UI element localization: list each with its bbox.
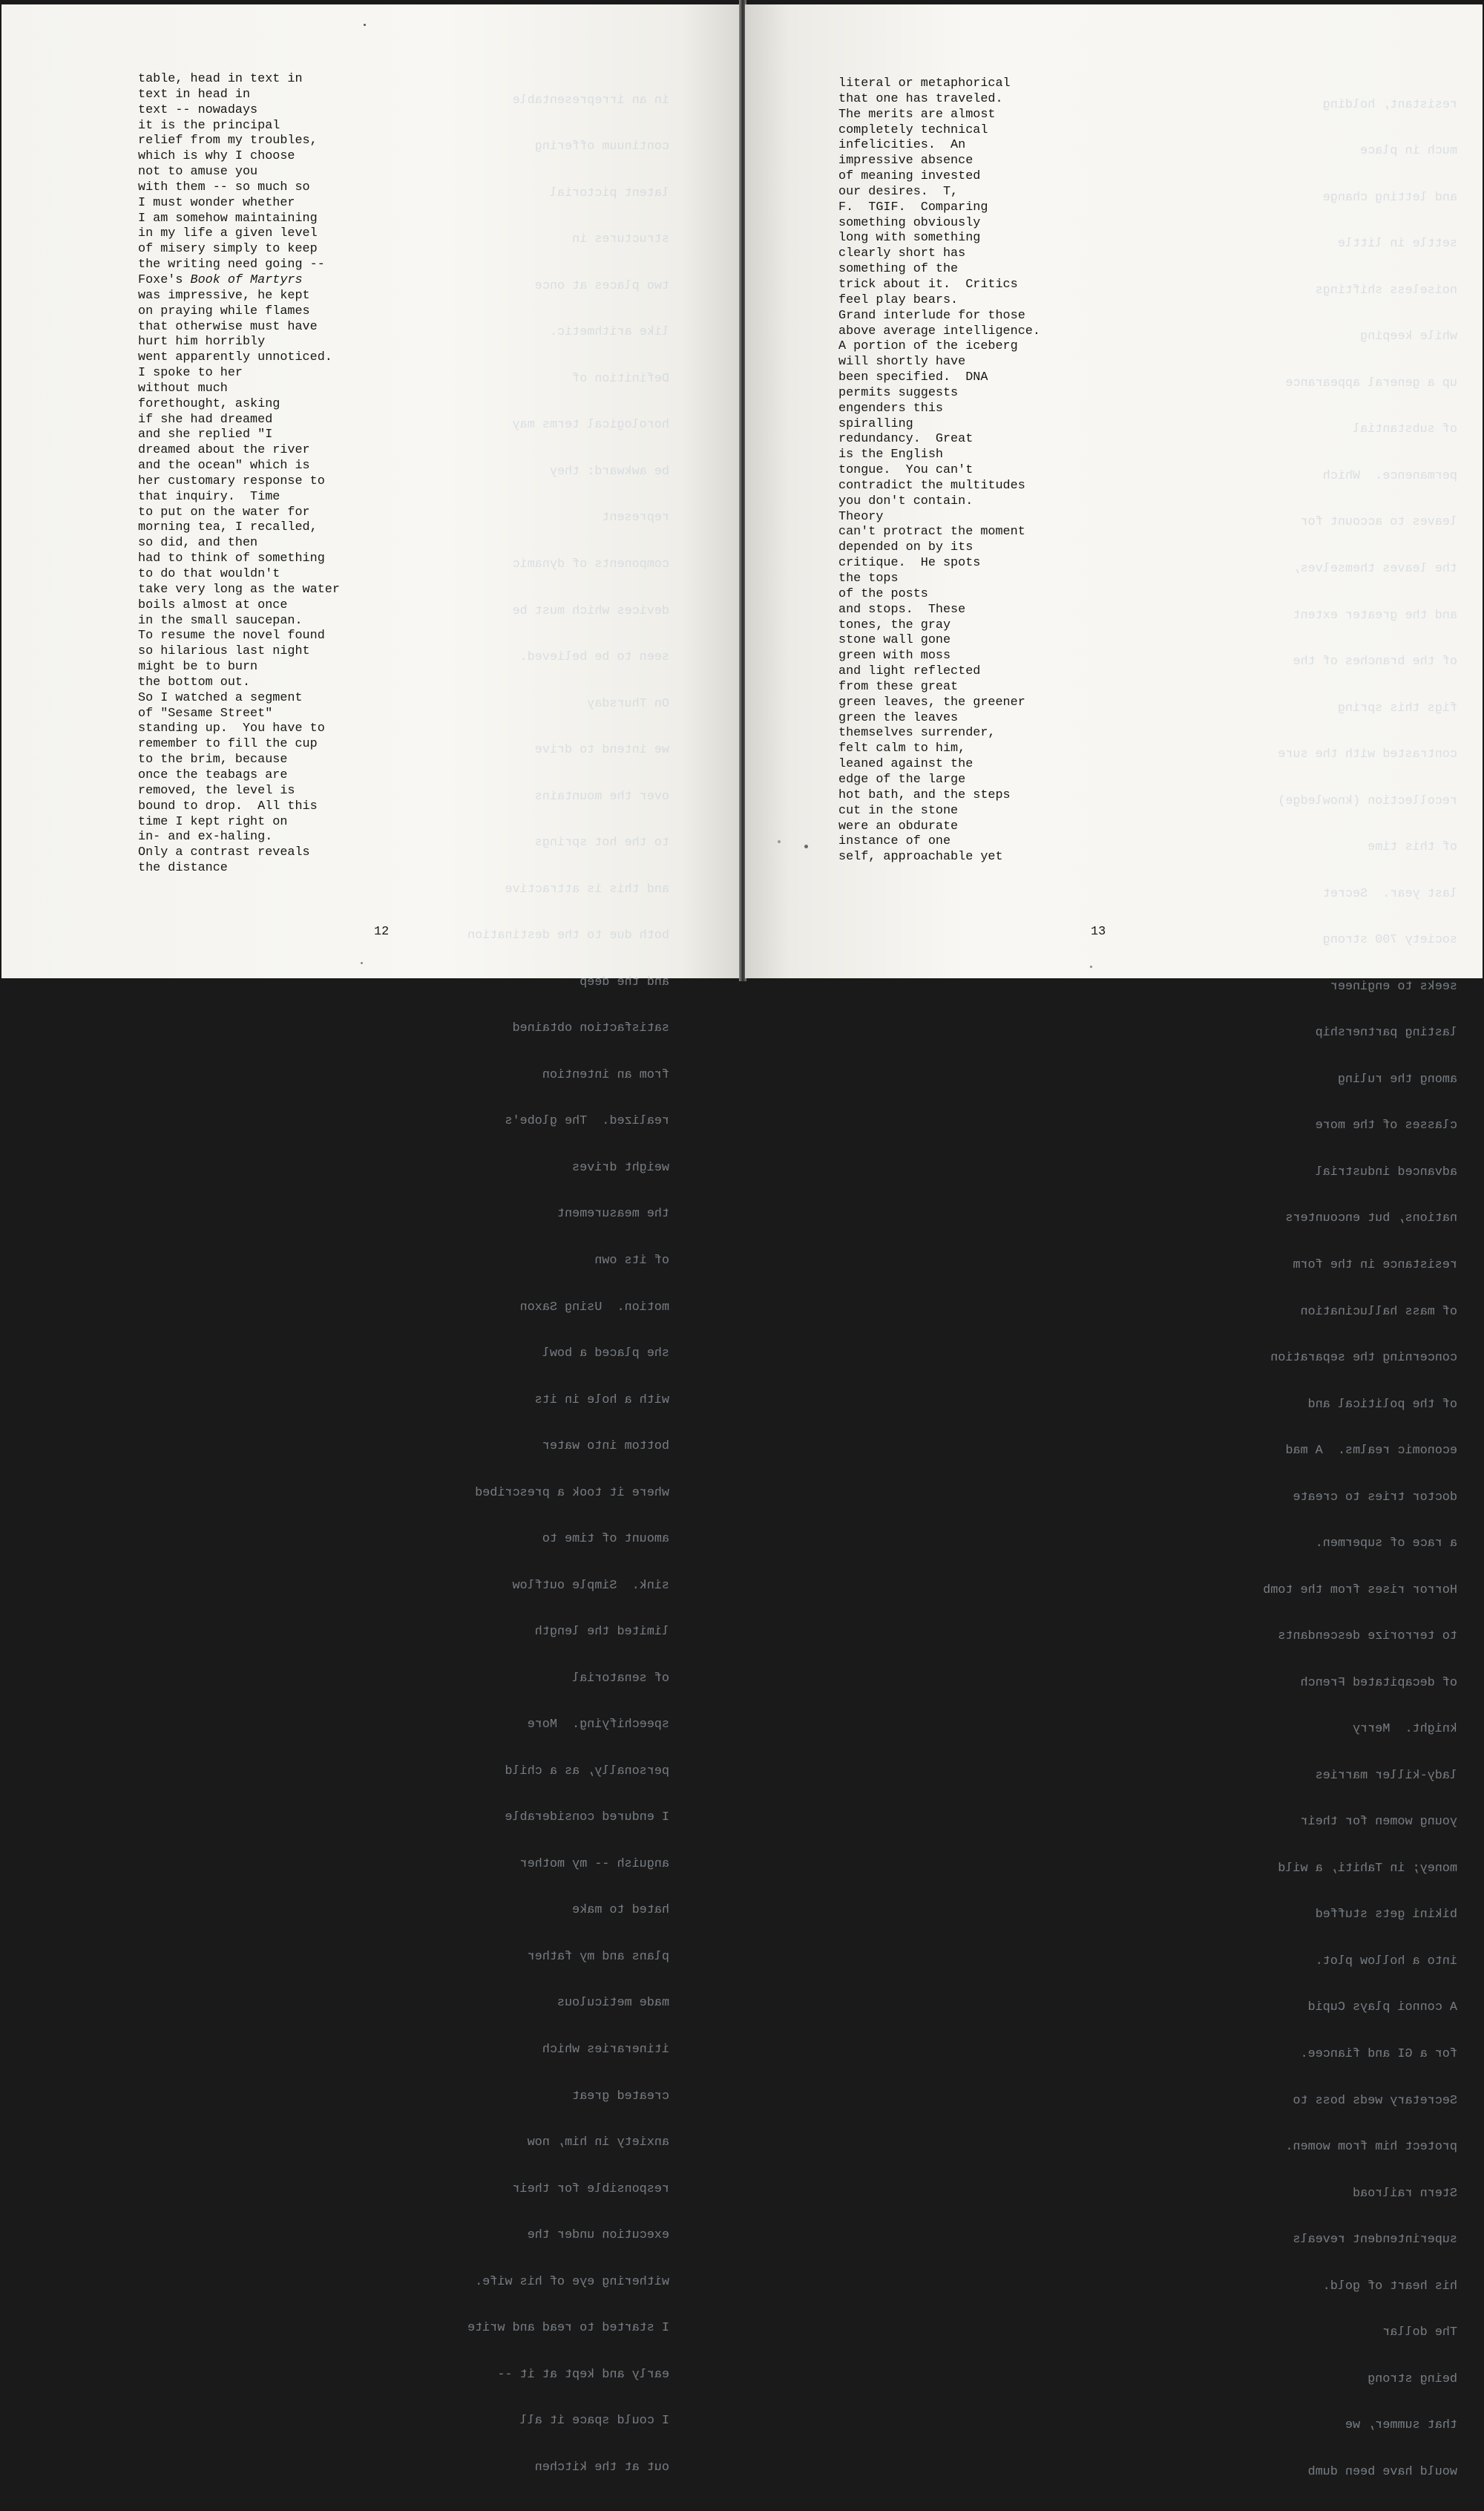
text-line: and she replied "I <box>138 428 273 442</box>
text-line: cut in the stone <box>838 803 959 818</box>
text-line: themselves surrender, <box>838 726 996 741</box>
text-line: remember to fill the cup <box>138 737 318 752</box>
text-line: that inquiry. Time <box>138 489 280 504</box>
text-line: to the brim, because <box>138 753 288 767</box>
left-page <box>1 4 741 2475</box>
text-line: Theory <box>838 509 884 524</box>
text-line: leaned against the <box>838 757 974 772</box>
text-line: forethought, asking <box>138 396 280 411</box>
dust-speck <box>361 962 363 964</box>
text-line: instance of one <box>838 834 951 849</box>
text-line: I am somehow maintaining <box>138 211 318 226</box>
text-line: self, approachable yet <box>838 850 1003 865</box>
text-line: our desires. T, <box>838 184 959 199</box>
text-line: hurt him horribly <box>138 335 266 350</box>
text-line: So I watched a segment <box>138 690 303 705</box>
text-line: tones, the gray <box>838 618 951 632</box>
text-line: A portion of the iceberg <box>838 339 1018 354</box>
text-line: that one has traveled. <box>838 91 1003 106</box>
text-line: with them -- so much so <box>138 180 310 194</box>
text-line: the tops <box>838 572 899 586</box>
text-line: so did, and then <box>138 536 258 551</box>
text-line: completely technical <box>838 122 988 137</box>
text-line: the bottom out. <box>138 675 251 690</box>
text-line: not to amuse you <box>138 165 258 180</box>
right-page <box>745 4 1483 2479</box>
text-line: of the posts <box>838 586 928 601</box>
text-line: from these great <box>838 679 959 694</box>
text-line: contradict the multitudes <box>838 478 1025 493</box>
text-line: were an obdurate <box>838 819 959 834</box>
text-line: clearly short has <box>838 246 966 261</box>
right-page-bleed-through: resistant, holding much in place and letting change settle in little noiseless shiftings while keeping up a general appearance of substantial permanence. Which leaves to account for the leaves themselves, and the greater extent of the branches of the figs this spring contrasted with the sure recollection (knowledge) of this time last year. Secret society 700 strong seeks to engineer lasting partnership among the ruling classes of the more advanced industrial nations, but encounters resistance in the form of mass hallucination concerning the separation of the political and economic realms. A mad doctor tries to create a race of supermen. Horror rises from the tomb to terrorize descendants of decapitated French knight. Merry lady-killer marries young women for their money; in Tahiti, a wild bikini gets stuffed into a hollow plot. A connoi plays Cupid for a GI and fiancee. Secretary weds boss to protect him from women. Stern railroad superintendent reveals his heart of gold. The dollar being strong that summer, we would have been dumb <box>1263 97 1457 2479</box>
text-line: infelicities. An <box>838 138 966 153</box>
text-line: of "Sesame Street" <box>138 706 273 721</box>
text-line: the distance <box>138 861 228 876</box>
text-line: text -- nowadays <box>138 102 258 117</box>
text-line: so hilarious last night <box>138 644 310 659</box>
dust-speck <box>364 24 366 26</box>
text-line: been specified. DNA <box>838 370 988 385</box>
text-line: To resume the novel found <box>138 629 325 644</box>
text-line: on praying while flames <box>138 304 310 318</box>
text-line: F. TGIF. Comparing <box>838 200 988 215</box>
text-line: that otherwise must have <box>138 319 318 334</box>
text-line: spiralling <box>838 416 913 431</box>
text-line: to put on the water for <box>138 505 310 520</box>
text-line: depended on by its <box>838 540 974 555</box>
text-line: I must wonder whether <box>138 195 295 210</box>
text-line: in- and ex-haling. <box>138 830 273 845</box>
text-line: table, head in text in <box>138 72 303 86</box>
text-line: something of the <box>838 262 959 277</box>
text-line: her customary response to <box>138 474 325 488</box>
dust-speck <box>778 840 781 843</box>
text-line: green with moss <box>838 649 951 664</box>
text-line: Foxe's Book of Martyrs <box>138 272 303 287</box>
text-line: stone wall gone <box>838 633 951 648</box>
text-line: I spoke to her <box>138 366 243 381</box>
text-line: green leaves, the greener <box>838 695 1025 710</box>
left-page-text <box>138 72 340 877</box>
text-line: time I kept right on <box>138 814 288 829</box>
text-line: engenders this <box>838 401 943 416</box>
text-line: redundancy. Great <box>838 432 974 447</box>
text-line: you don't contain. <box>838 494 974 508</box>
text-line: feel play bears. <box>838 292 959 307</box>
text-line: Only a contrast reveals <box>138 845 310 860</box>
text-line: relief from my troubles, <box>138 134 318 148</box>
text-line: and light reflected <box>838 664 981 679</box>
text-line: tongue. You can't <box>838 463 974 478</box>
text-line: edge of the large <box>838 772 966 787</box>
text-line: in the small saucepan. <box>138 613 303 628</box>
text-line: dreamed about the river <box>138 443 310 458</box>
dust-speck <box>1090 966 1092 968</box>
text-line: felt calm to him, <box>838 741 966 756</box>
text-line: literal or metaphorical <box>838 76 1011 91</box>
text-line: which is why I choose <box>138 149 295 164</box>
text-line: long with something <box>838 231 981 246</box>
left-page-bleed-through: in an irrepresentable continuum offering latent pictorial structures in two places at once like arithmetic. Definition of horological terms may be awkward: they represent components of dynamic devices which must be seen to be believed. On Thursday we intend to drive over the mountains to the hot springs and this is attractive both due to the destination and the deep satisfaction obtained from an intention realized. The globe's weight drives the measurement of its own motion. Using Saxon she placed a bowl with a hole in its bottom into water where it took a prescribed amount of time to sink. Simple outflow limited the length of senatorial speechifying. More personally, as a child I endured considerable anguish -- my mother hated to make plans and my father made meticulous itineraries which created great anxiety in him, now responsible for their execution under the withering eye of his wife. I started to read and write early and kept at it -- I could space it all out at the kitchen <box>467 93 669 2475</box>
text-line: it is the principal <box>138 118 280 133</box>
text-line: if she had dreamed <box>138 412 273 427</box>
text-line: once the teabags are <box>138 767 288 782</box>
text-line: hot bath, and the steps <box>838 788 1011 802</box>
text-line: take very long as the water <box>138 582 340 597</box>
text-line: to do that wouldn't <box>138 567 280 581</box>
text-line: the writing need going -- <box>138 258 325 272</box>
page-number-left: 12 <box>374 925 390 939</box>
text-line: in my life a given level <box>138 226 318 241</box>
text-line: above average intelligence. <box>838 324 1040 338</box>
text-line: something obviously <box>838 215 981 230</box>
text-line: of meaning invested <box>838 169 981 184</box>
right-page-text <box>838 76 1040 865</box>
text-line: was impressive, he kept <box>138 288 310 303</box>
text-line: Grand interlude for those <box>838 308 1025 323</box>
dust-speck <box>804 845 808 848</box>
text-line: can't protract the moment <box>838 525 1025 540</box>
text-line: morning tea, I recalled, <box>138 520 318 535</box>
text-line: and the ocean" which is <box>138 459 310 474</box>
page-number-right: 13 <box>1091 925 1106 939</box>
text-line: had to think of something <box>138 551 325 566</box>
text-line: standing up. You have to <box>138 721 325 736</box>
text-line: green the leaves <box>838 710 959 725</box>
text-line: impressive absence <box>838 154 974 168</box>
text-line: is the English <box>838 448 943 462</box>
text-line: permits suggests <box>838 385 959 400</box>
text-line: text in head in <box>138 87 251 102</box>
text-line: without much <box>138 381 228 396</box>
text-line: boils almost at once <box>138 598 288 612</box>
text-line: will shortly have <box>838 355 966 370</box>
text-line: trick about it. Critics <box>838 277 1018 292</box>
text-line: removed, the level is <box>138 783 295 798</box>
text-line: The merits are almost <box>838 107 996 122</box>
text-line: went apparently unnoticed. <box>138 350 332 365</box>
text-line: and stops. These <box>838 602 966 617</box>
text-line: bound to drop. All this <box>138 799 318 813</box>
text-line: might be to burn <box>138 660 258 675</box>
text-line: critique. He spots <box>838 556 981 571</box>
text-line: of misery simply to keep <box>138 242 318 257</box>
